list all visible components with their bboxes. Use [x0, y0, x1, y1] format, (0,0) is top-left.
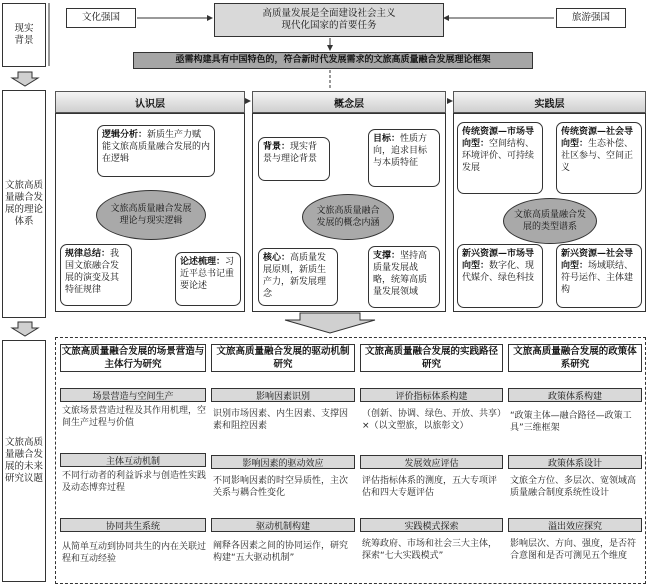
research-3-text-1: （创新、协调、绿色、开放、共享）×（以文塑旅，以旅彰文） — [362, 409, 502, 431]
research-3-sub-3: 实践模式探索 — [360, 518, 503, 532]
concept-support-head: 支撑： — [373, 251, 401, 261]
practice-tm-body: 空间结构、环境评价、可持续发展 — [462, 139, 535, 173]
research-2-text-2: 不同影响因素的时空异质性，主次关系与耦合性变化 — [213, 476, 349, 498]
cognition-law-body: 我国文旅融合发展的演变及其特征规律 — [65, 249, 120, 295]
concept-goal-card — [368, 129, 440, 187]
label-system: 文旅高质量融合发展的理论体系 — [4, 180, 43, 227]
research-title-1: 文旅高质量融合发展的场景营造与主体行为研究 — [61, 346, 205, 370]
concept-header: 概念层 — [252, 91, 446, 113]
cognition-discourse-card — [175, 252, 241, 306]
research-3-text-3: 统筹政府、市场和社会三大主体，探索“七大实践模式” — [362, 539, 498, 561]
research-2-text-3: 阐释各因素之间的协同运作，研究构建“五大驱动机制” — [213, 541, 349, 563]
label-background-box — [2, 3, 46, 67]
research-3-sub-1: 评价指标体系构建 — [360, 388, 503, 402]
research-title-2: 文旅高质量融合发展的驱动机制研究 — [211, 344, 355, 372]
concept-core-body: 高质量发展原则，新质生产力，新发展理念 — [263, 253, 327, 299]
research-3-sub-2: 发展效应评估 — [360, 455, 503, 469]
practice-ellipse: 文旅高质量融合发展的类型谱系 — [503, 198, 597, 244]
research-2-sub-2: 影响因素的驱动效应 — [211, 455, 355, 469]
practice-ts-head: 传统资源—社会导向型： — [561, 127, 634, 149]
practice-em-card — [457, 244, 543, 308]
practice-es-card — [556, 244, 642, 308]
research-1-sub-3: 协同共生系统 — [60, 518, 206, 532]
research-title-4: 文旅高质量融合发展的政策体系研究 — [508, 344, 642, 372]
research-4-sub-2: 政策体系设计 — [508, 455, 642, 469]
label-system-box — [2, 90, 46, 318]
research-1-text-2: 不同行动者的利益诉求与创造性实践及动态博弈过程 — [62, 471, 207, 493]
research-2-text-1: 识别市场因素、内生因素、支撑因素和阻控因素 — [213, 409, 349, 431]
concept-support-card — [368, 246, 440, 308]
tag-culture-power: 文化强国 — [66, 8, 136, 28]
research-2-sub-3: 驱动机制构建 — [211, 518, 355, 532]
practice-em-body: 数字化、现代媒介、绿色科技 — [462, 261, 535, 283]
concept-core-head: 核心： — [263, 253, 291, 263]
cognition-logic-body: 新质生产力赋能文旅高质量融合发展的内在逻辑 — [102, 130, 211, 164]
cognition-header: 认识层 — [55, 91, 245, 113]
cognition-law-card — [60, 244, 132, 306]
concept-background-body: 现实背景与理论背景 — [263, 142, 318, 164]
label-future: 文旅高质量融合发展的未来研究议题 — [4, 437, 43, 484]
cognition-logic-card — [97, 125, 215, 177]
concept-background-card — [258, 137, 330, 181]
cognition-law-head: 规律总结： — [65, 249, 111, 259]
concept-background-head: 背景： — [263, 142, 291, 152]
label-future-box — [2, 340, 46, 582]
center-line-1: 高质量发展是全面建设社会主义 — [262, 8, 396, 19]
label-background: 现实背景 — [14, 23, 34, 46]
research-1-text-3: 从简单互动到协同共生的内在关联过程和互动经验 — [62, 542, 207, 564]
practice-em-head: 新兴资源—市场导向型： — [462, 249, 535, 271]
research-1-text-1: 文旅场景营造过程及其作用机理，空间生产过程与价值 — [62, 406, 207, 428]
research-4-text-3: 影响层次、方向、强度，是否符合意图和是否可测见五个维度 — [510, 539, 637, 561]
cognition-ellipse: 文旅高质量融合发展理论与现实逻辑 — [96, 190, 206, 240]
research-4-text-2: 文旅全方位、多层次、宽领域高质量融合制度系统性设计 — [510, 476, 637, 498]
tag-tourism-power: 旅游强国 — [556, 8, 626, 28]
banner-text: 亟需构建具有中国特色的，符合新时代发展需求的文旅高质量融合发展理论框架 — [175, 54, 491, 65]
framework-banner — [133, 52, 533, 69]
practice-tm-card — [457, 122, 543, 194]
research-1-sub-2: 主体互动机制 — [60, 453, 206, 467]
center-statement — [214, 3, 444, 37]
practice-es-head: 新兴资源—社会导向型： — [561, 249, 634, 271]
research-2-sub-1: 影响因素识别 — [211, 388, 355, 402]
concept-support-body: 坚持高质量发展战略，统筹高质量发展领域 — [373, 251, 428, 297]
practice-ts-card — [556, 122, 642, 194]
cognition-logic-head: 逻辑分析： — [102, 130, 148, 140]
research-1-sub-1: 场景营造与空间生产 — [60, 388, 206, 402]
practice-header: 实践层 — [453, 91, 646, 113]
research-4-text-1: “政策主体—融合路径—政策工具”三维框架 — [510, 411, 632, 433]
concept-core-card — [258, 248, 338, 306]
concept-goal-body: 性质方向，追求目标与本质特征 — [373, 134, 428, 168]
research-4-sub-3: 溢出效应探究 — [508, 518, 642, 532]
practice-es-body: 场域联结、符号运作、主体建构 — [561, 261, 634, 295]
concept-ellipse: 文旅高质量融合发展的概念内涵 — [302, 194, 394, 240]
cognition-discourse-head: 论述梳理： — [180, 257, 226, 267]
concept-goal-head: 目标： — [373, 134, 401, 144]
practice-tm-head: 传统资源—市场导向型： — [462, 127, 535, 149]
center-line-2: 现代化国家的首要任务 — [281, 20, 377, 31]
research-title-3: 文旅高质量融合发展的实践路径研究 — [360, 344, 503, 372]
research-4-sub-1: 政策体系构建 — [508, 388, 642, 402]
practice-ts-body: 生态补偿、社区参与、空间正义 — [561, 139, 634, 173]
cognition-discourse-body: 习近平总书记重要论述 — [180, 257, 235, 291]
research-3-text-2: 评估指标体系的测度，五大专项评估和四大专题评估 — [362, 476, 498, 498]
